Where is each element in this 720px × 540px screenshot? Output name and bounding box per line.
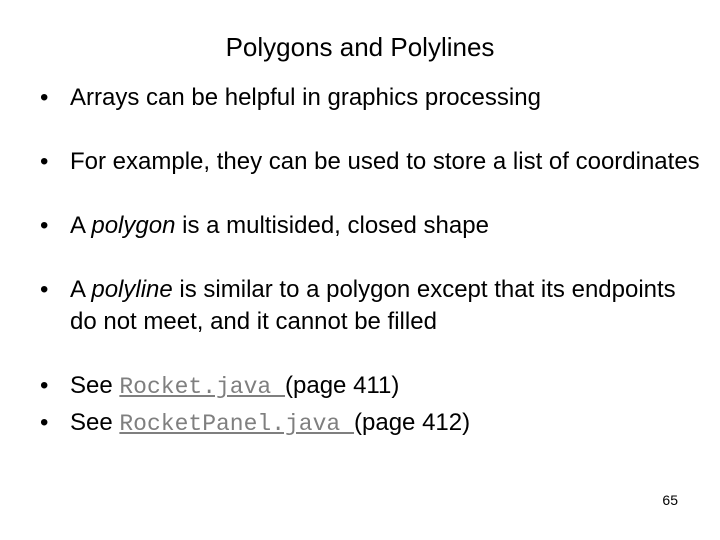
bullet-item xyxy=(40,146,700,178)
bullet-text xyxy=(70,210,700,242)
term-polyline: polyline xyxy=(91,276,173,303)
page-number: 65 xyxy=(662,492,678,508)
bullet-prefix: See xyxy=(70,409,120,436)
bullet-marker: • xyxy=(40,276,49,303)
bullet-text: Arrays can be helpful in graphics processing xyxy=(70,84,541,111)
bullet-item xyxy=(40,407,700,440)
bullet-prefix: See xyxy=(70,372,120,399)
bullet-text xyxy=(70,407,700,440)
bullet-suffix: is a multisided, closed shape xyxy=(175,212,489,239)
bullet-item xyxy=(40,370,700,403)
bullet-prefix: A xyxy=(70,276,92,303)
slide-title: Polygons and Polylines xyxy=(225,32,495,62)
rocketpanel-java-link[interactable]: RocketPanel.java xyxy=(119,411,355,437)
bullet-marker: • xyxy=(40,212,49,239)
bullet-prefix: A xyxy=(70,212,92,239)
bullet-marker: • xyxy=(40,409,49,436)
bullet-marker: • xyxy=(40,148,49,175)
bullet-marker: • xyxy=(40,372,49,399)
bullet-suffix: (page 411) xyxy=(285,372,400,399)
bullet-text: For example, they can be used to store a list of coordinates xyxy=(70,148,700,175)
bullet-text xyxy=(70,274,700,338)
bullet-list xyxy=(40,82,700,440)
bullet-marker: • xyxy=(40,84,49,111)
term-polygon: polygon xyxy=(91,212,176,239)
bullet-item xyxy=(40,82,700,114)
bullet-text xyxy=(70,370,700,403)
bullet-item xyxy=(40,210,700,242)
bullet-item xyxy=(40,274,700,338)
rocket-java-link[interactable]: Rocket.java xyxy=(119,374,286,400)
bullet-suffix: (page 412) xyxy=(354,409,471,436)
bullet-suffix: is similar to a polygon except that its endpoints do not meet, and it cannot be filled xyxy=(70,276,676,335)
